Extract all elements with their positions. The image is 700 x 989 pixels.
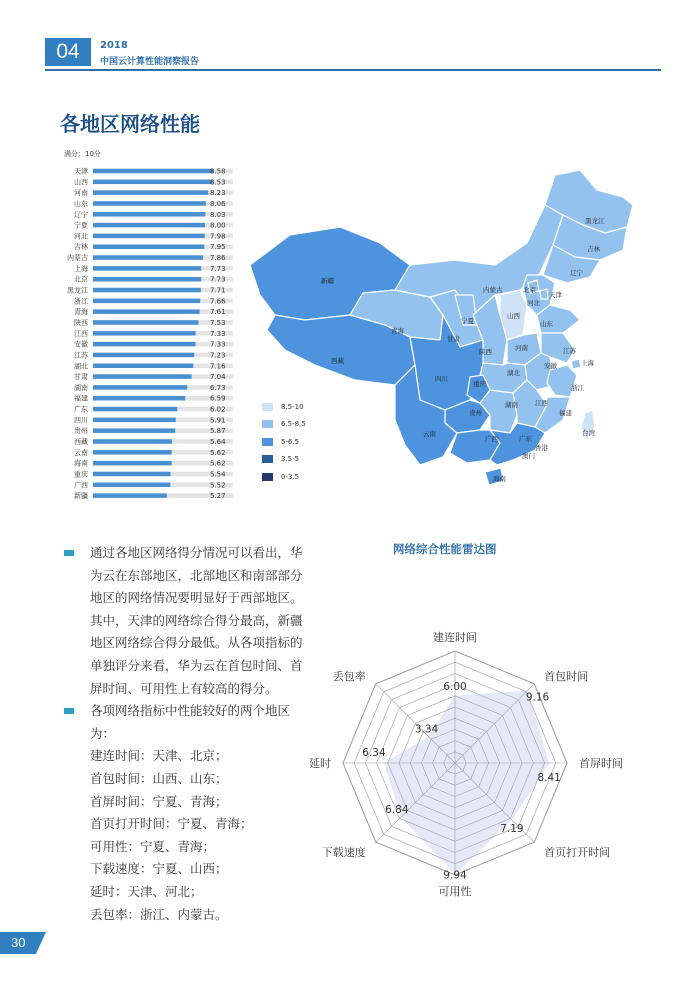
radar-axis-label: 建连时间: [433, 631, 477, 644]
radar-axis-label: 丢包率: [332, 669, 366, 683]
bar-value-label: 6.73: [210, 383, 226, 392]
map-label: 台湾: [582, 429, 595, 437]
legend-label: 6.5-8.5: [281, 420, 306, 429]
legend-label: 8.5-10: [281, 402, 304, 411]
analysis-text: [64, 542, 304, 926]
map-label: 天津: [549, 291, 562, 299]
radar-value-label: 6.00: [443, 680, 467, 693]
bar-value-label: 7.23: [210, 351, 226, 360]
bar-value-label: 7.33: [210, 340, 226, 349]
radar-value-label: 8.41: [537, 772, 561, 784]
bar-value: [93, 385, 187, 390]
map-label: 四川: [435, 375, 448, 383]
region-tianjin: [540, 289, 548, 299]
map-label: 江西: [535, 399, 548, 407]
bar-value: [93, 255, 203, 260]
page-number: 30: [11, 935, 26, 950]
bar-value: [93, 439, 172, 444]
radar-value-label: 6.34: [362, 747, 386, 759]
bar-category-label: 天津: [74, 167, 88, 176]
legend-item: [262, 398, 306, 416]
map-label: 新疆: [321, 277, 334, 285]
map-label: 西藏: [331, 357, 344, 365]
indicator-item: 建连时间：天津、北京；: [90, 748, 228, 764]
bar-value-label: 7.53: [210, 318, 226, 327]
legend-swatch: [262, 403, 273, 411]
bar-category-label: 江西: [74, 329, 88, 338]
map-label: 辽宁: [570, 269, 583, 277]
bar-value: [93, 212, 205, 217]
bar-category-label: 安徽: [74, 340, 88, 349]
bar-value: [93, 450, 172, 455]
bar-value-label: 7.73: [210, 275, 226, 284]
network-radar-chart: [290, 600, 635, 915]
bar-value-label: 7.33: [210, 329, 226, 338]
bar-category-label: 青海: [74, 308, 88, 317]
map-label: 吉林: [587, 245, 600, 253]
map-label: 安徽: [544, 362, 557, 370]
bar-category-label: 湖北: [74, 362, 88, 371]
map-label: 江苏: [563, 347, 576, 355]
map-label: 福建: [559, 409, 572, 417]
legend-swatch: [262, 420, 273, 428]
bar-value: [93, 180, 212, 185]
map-label: 广东: [519, 435, 532, 443]
legend-item: [262, 468, 306, 486]
radar-axis-label: 首屏时间: [579, 757, 623, 770]
report-title: 中国云计算性能洞察报告: [100, 57, 200, 67]
bar-category-label: 福建: [74, 394, 88, 403]
bar-value-label: 8.00: [210, 221, 226, 230]
bullet-marker: [64, 550, 74, 556]
legend-item: [262, 451, 306, 469]
indicator-item: 首包时间：山西、山东；: [90, 770, 228, 786]
bar-category-label: 上海: [74, 264, 88, 273]
map-label: 北京: [523, 286, 536, 294]
bar-category-label: 西藏: [74, 438, 88, 446]
bar-value-label: 7.98: [210, 232, 226, 241]
legend-swatch: [262, 438, 273, 446]
map-label: 内蒙古: [483, 286, 503, 294]
bar-category-label: 甘肃: [74, 373, 88, 382]
bar-value-label: 7.16: [210, 362, 226, 371]
bar-value: [93, 244, 204, 249]
map-label: 山东: [540, 320, 553, 328]
bar-value-label: 7.95: [210, 243, 226, 252]
bar-value: [93, 396, 185, 401]
bar-category-label: 宁夏: [74, 221, 88, 230]
bar-value: [93, 223, 205, 228]
bar-value: [93, 418, 176, 423]
bar-value: [93, 169, 213, 174]
bar-value-label: 8.03: [210, 210, 226, 219]
bar-value: [93, 428, 175, 433]
indicator-item: 延时：天津、河北；: [90, 883, 203, 899]
bar-value: [93, 266, 201, 271]
region-bar-chart: [60, 164, 235, 504]
radar-value-label: 3.34: [414, 723, 439, 736]
bar-category-label: 浙江: [74, 297, 88, 306]
map-label: 重庆: [473, 380, 486, 388]
bar-value-label: 8.58: [210, 167, 226, 176]
radar-axis-label: 延时: [309, 757, 331, 770]
bar-value-label: 7.86: [210, 254, 226, 263]
map-label: 甘肃: [447, 335, 460, 343]
bar-category-label: 辽宁: [74, 210, 88, 219]
bar-value: [93, 364, 193, 369]
map-label: 宁夏: [461, 317, 474, 325]
legend-item: [262, 433, 306, 451]
map-label: 河北: [527, 299, 540, 307]
map-label: 海南: [493, 475, 506, 483]
bar-category-label: 江苏: [74, 351, 88, 360]
bar-value: [93, 353, 194, 358]
header-divider: [45, 69, 661, 71]
paragraph-text: 通过各地区网络得分情况可以看出，华为云在东部地区，北部地区和南部部分地区的网络情况要明显好于西部地区。其中，天津的网络综合得分最高，新疆地区网络综合得分最低。从各项指标的单独评分来看，华为云在首包时间、首屏时间、可用性上有较高的得分。: [90, 545, 303, 696]
bar-value: [93, 288, 201, 293]
bar-category-label: 云南: [74, 448, 88, 457]
bar-value-label: 7.73: [210, 264, 226, 273]
map-label: 陕西: [479, 348, 492, 356]
bar-value: [93, 342, 196, 347]
bar-value-label: 7.71: [210, 286, 226, 295]
bar-value-label: 8.53: [210, 178, 226, 187]
radar-axis-label: 首页打开时间: [544, 846, 611, 860]
indicator-item: 丢包率：浙江、内蒙古。: [90, 906, 228, 922]
bar-category-label: 河南: [74, 189, 88, 198]
bar-category-label: 山东: [74, 199, 88, 208]
bar-category-label: 广西: [74, 481, 88, 490]
map-label: 青海: [391, 327, 404, 335]
bullet-marker: [64, 708, 74, 714]
bar-category-label: 吉林: [74, 243, 88, 252]
radar-value-label: 9.94: [443, 869, 467, 882]
legend-swatch: [262, 473, 273, 481]
bar-value-label: 6.02: [210, 405, 226, 414]
bar-category-label: 陕西: [74, 318, 88, 327]
bar-value: [93, 201, 206, 206]
legend-label: 0-3.5: [281, 472, 300, 481]
legend-label: 3.5-5: [281, 455, 300, 464]
analysis-paragraph-2: [64, 700, 304, 745]
bar-value-label: 5.64: [210, 438, 226, 446]
bar-value-label: 5.91: [210, 416, 226, 425]
map-label: 贵州: [469, 409, 482, 417]
chapter-number: 04: [45, 38, 91, 66]
radar-axis-label: 下载速度: [321, 846, 366, 860]
bar-value-label: 8.23: [210, 189, 226, 198]
bar-value-label: 8.06: [210, 199, 226, 208]
bar-value: [93, 299, 200, 304]
bar-category-label: 湖南: [74, 383, 88, 392]
bar-value: [93, 234, 205, 239]
bar-value: [93, 407, 177, 412]
map-label: 香港: [535, 444, 548, 452]
bar-category-label: 内蒙古: [67, 254, 88, 263]
map-label: 云南: [423, 430, 436, 438]
bar-value: [93, 493, 167, 498]
bar-category-label: 黑龙江: [67, 286, 88, 295]
radar-title: 网络综合性能雷达图: [393, 542, 497, 556]
bar-value: [93, 472, 171, 477]
region-shanghai: [571, 359, 581, 369]
bar-value-label: 5.62: [210, 459, 226, 468]
map-label: 河南: [515, 344, 528, 352]
legend-item: [262, 416, 306, 434]
legend-label: 5-6.5: [281, 437, 300, 446]
map-label: 山西: [507, 312, 520, 320]
bar-category-label: 山西: [74, 178, 88, 187]
radar-axis-label: 可用性: [438, 885, 472, 898]
bar-value: [93, 374, 192, 379]
bar-value-label: 7.66: [210, 297, 226, 306]
bar-value: [93, 461, 172, 466]
bar-value: [93, 483, 170, 488]
map-legend: [262, 398, 306, 486]
map-label: 黑龙江: [585, 217, 605, 225]
report-year: 2018: [100, 40, 128, 51]
bar-category-label: 河北: [74, 232, 88, 241]
bar-category-label: 四川: [74, 416, 88, 425]
map-label: 浙江: [571, 384, 584, 392]
map-label: 澳门: [522, 452, 535, 460]
radar-axis-label: 首包时间: [544, 669, 589, 683]
radar-value-label: 6.84: [385, 804, 409, 817]
indicator-item: 首屏时间：宁夏、青海；: [90, 793, 228, 809]
bar-value-label: 5.62: [210, 448, 226, 457]
analysis-paragraph-1: [64, 542, 304, 700]
bar-value-label: 5.54: [210, 470, 226, 479]
paragraph-text: 各项网络指标中性能较好的两个地区为：: [90, 703, 291, 741]
legend-swatch: [262, 455, 273, 463]
bar-value: [93, 320, 198, 325]
indicator-item: 下载速度：宁夏、山西；: [90, 861, 228, 877]
map-label: 湖南: [505, 401, 518, 409]
score-note: 满分：10分: [64, 150, 101, 158]
bar-category-label: 重庆: [74, 470, 88, 479]
bar-category-label: 北京: [74, 275, 88, 284]
section-title: 各地区网络性能: [60, 112, 200, 136]
map-label: 上海: [581, 359, 594, 367]
bar-value: [93, 309, 200, 314]
bar-category-label: 海南: [74, 459, 88, 468]
bar-category-label: 新疆: [74, 492, 88, 501]
radar-value-label: 7.19: [500, 822, 524, 835]
bar-value-label: 5.52: [210, 481, 226, 490]
bar-value: [93, 277, 201, 282]
bar-value-label: 6.59: [210, 394, 226, 403]
bar-value-label: 7.61: [210, 308, 226, 317]
bar-category-label: 贵州: [74, 427, 88, 436]
indicator-item: 可用性：宁夏、青海；: [90, 838, 216, 854]
bar-value-label: 7.04: [210, 373, 226, 382]
bar-value: [93, 331, 196, 336]
map-label: 广西: [485, 435, 498, 443]
indicator-item: 首页打开时间：宁夏、青海；: [90, 816, 253, 832]
bar-category-label: 广东: [74, 405, 88, 414]
radar-value-label: 9.16: [525, 691, 550, 704]
map-label: 湖北: [507, 369, 520, 377]
bar-value: [93, 190, 208, 195]
bar-value-label: 5.27: [210, 492, 226, 501]
bar-value-label: 5.87: [210, 427, 226, 436]
